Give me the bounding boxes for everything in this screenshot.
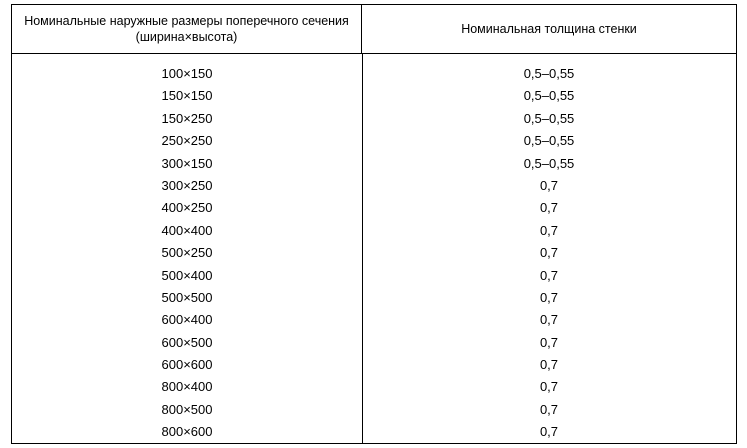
cell-cross-section-size: 150×250 [161, 110, 213, 126]
header-wall-thickness: Номинальная толщина стенки [461, 22, 637, 36]
cell-cross-section-size: 100×150 [161, 66, 213, 81]
table-row [12, 421, 736, 443]
table-row [12, 242, 736, 264]
table-row [12, 220, 736, 242]
table-row [12, 108, 736, 130]
cell-cross-section-size: 800×400 [161, 379, 213, 395]
table-row [12, 354, 736, 376]
table-header-row [12, 5, 736, 54]
cell-wall-thickness: 0,7 [539, 267, 559, 283]
cell-wall-thickness: 0,5–0,55 [523, 110, 575, 126]
cell-cross-section-size: 800×500 [161, 401, 213, 417]
table-row [12, 197, 736, 219]
cell-cross-section-size: 600×600 [161, 357, 213, 373]
cell-cross-section-size: 500×250 [161, 245, 213, 261]
table-body [12, 54, 736, 443]
cell-wall-thickness: 0,7 [539, 424, 559, 440]
table-row [12, 85, 736, 107]
cell-cross-section-size: 600×400 [161, 312, 213, 328]
cell-cross-section-size: 500×500 [161, 289, 213, 305]
cell-cross-section-size: 800×600 [161, 424, 213, 440]
cell-wall-thickness: 0,7 [539, 379, 559, 395]
cell-cross-section-size: 400×400 [161, 222, 213, 238]
header-cross-section-size: Номинальные наружные размеры поперечного сечения (ширина×высота) [12, 5, 362, 53]
cell-cross-section-size: 600×500 [161, 334, 213, 350]
cell-wall-thickness: 0,5–0,55 [523, 66, 575, 81]
table-row [12, 399, 736, 421]
cell-wall-thickness: 0,7 [539, 312, 559, 328]
cell-wall-thickness: 0,5–0,55 [523, 155, 575, 171]
dimensions-table [11, 4, 737, 444]
cell-cross-section-size: 500×400 [161, 267, 213, 283]
cell-wall-thickness: 0,5–0,55 [523, 133, 575, 149]
cell-wall-thickness: 0,7 [539, 401, 559, 417]
cell-wall-thickness: 0,5–0,55 [523, 88, 575, 104]
table-row [12, 153, 736, 175]
cell-wall-thickness: 0,7 [539, 289, 559, 305]
cell-cross-section-size: 150×150 [161, 88, 213, 104]
cell-wall-thickness: 0,7 [539, 222, 559, 238]
cell-cross-section-size: 300×150 [161, 155, 213, 171]
table-row [12, 175, 736, 197]
table-row [12, 332, 736, 354]
table-rows [12, 63, 736, 444]
cell-cross-section-size: 250×250 [161, 133, 213, 149]
cell-wall-thickness: 0,7 [539, 177, 559, 193]
cell-cross-section-size: 300×250 [161, 177, 213, 193]
table-row [12, 309, 736, 331]
cell-cross-section-size: 400×250 [161, 200, 213, 216]
table-row [12, 376, 736, 398]
cell-wall-thickness: 0,7 [539, 245, 559, 261]
cell-wall-thickness: 0,7 [539, 200, 559, 216]
table-row [12, 63, 736, 85]
table-row [12, 265, 736, 287]
table-row [12, 130, 736, 152]
cell-wall-thickness: 0,7 [539, 357, 559, 373]
cell-wall-thickness: 0,7 [539, 334, 559, 350]
table-row [12, 287, 736, 309]
